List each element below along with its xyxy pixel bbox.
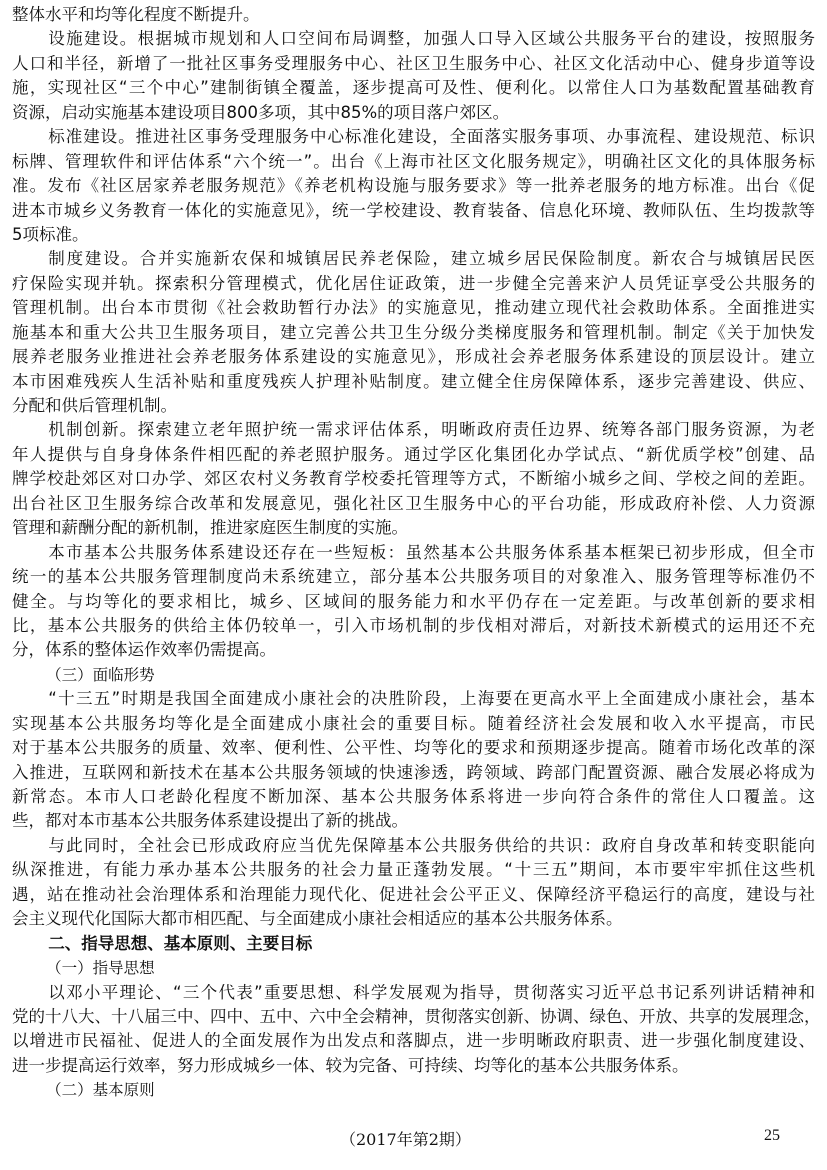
text-line: 5项标准。: [12, 224, 89, 244]
text-line: 标牌、管理软件和评估体系“六个统一”。出台《上海市社区文化服务规定》，明确社区文化的具体服务标: [12, 151, 815, 171]
document-body: [12, 3, 821, 1103]
text-line: 进本市城乡义务教育一体化的实施意见》，统一学校建设、教育装备、信息化环境、教师队伍、生均拨款等: [12, 200, 815, 220]
text-line: 以增进市民福祉、促进人的全面发展作为出发点和落脚点，进一步明晰政府职责、进一步强化制度建设、: [12, 1031, 815, 1051]
text-line: 管理机制。出台本市贯彻《社会救助暂行办法》的实施意见，推动建立现代社会救助体系。全面推进实: [12, 298, 815, 318]
text-line: 对于基本公共服务的质量、效率、便利性、公平性、均等化的要求和预期逐步提高。随着市场化改革的深: [12, 738, 815, 758]
paragraph-facilities: [12, 27, 815, 125]
text-line: 分，体系的整体运作效率仍需提高。: [12, 640, 276, 660]
paragraph-meanwhile: [12, 834, 815, 932]
text-line: 施，实现社区“三个中心”建制街镇全覆盖，逐步提高可及性、便利化。以常住人口为基数配置基础教育: [12, 78, 815, 98]
text-line: 遇，站在推动社会治理体系和治理能力现代化、促进社会公平正义、保障经济平稳运行的高度，建设与社: [12, 884, 815, 904]
text-line: 制度建设。合并实施新农保和城镇居民养老保险，建立城乡居民保险制度。新农合与城镇居民医: [48, 249, 815, 269]
text-line: 纵深推进，有能力承办基本公共服务的社会力量正蓬勃发展。“十三五”期间，本市要牢牢抓住这些机: [12, 860, 815, 880]
text-line: 牌学校赴郊区对口办学、郊区农村义务教育学校委托管理等方式，不断缩小城乡之间、学校之间的差距。: [12, 469, 815, 489]
text-line: 会主义现代化国际大都市相匹配、与全面建成小康社会相适应的基本公共服务体系。: [12, 909, 623, 929]
text-line: 人口和半径，新增了一批社区事务受理服务中心、社区卫生服务中心、社区文化活动中心、健身步道等设: [12, 53, 815, 73]
text-line: “十三五”时期是我国全面建成小康社会的决胜阶段，上海要在更高水平上全面建成小康社会，基本: [48, 689, 815, 709]
page-number: 25: [764, 1127, 780, 1144]
text-line: 施基本和重大公共卫生服务项目，建立完善公共卫生分级分类梯度服务和管理机制。制定《关于加快发: [12, 322, 815, 342]
text-line: 年人提供与自身身体条件相匹配的养老照护服务。通过学区化集团化办学试点、“新优质学校”创建、品: [12, 444, 815, 464]
text-line: 与此同时，全社会已形成政府应当优先保障基本公共服务供给的共识：政府自身改革和转变职能向: [48, 835, 815, 855]
text-line: 整体水平和均等化程度不断提升。: [12, 5, 260, 24]
text-line: 党的十八大、十八届三中、四中、五中、六中全会精神，贯彻落实创新、协调、绿色、开放、共享的发展理念，: [12, 1006, 821, 1026]
subsection-heading: （三）面临形势: [46, 665, 155, 684]
text-line: 本市困难残疾人生活补贴和重度残疾人护理补贴制度。建立健全住房保障体系，逐步完善建设、供应、: [12, 371, 815, 391]
subsection-heading: （一）指导思想: [46, 959, 155, 978]
text-line: 以邓小平理论、“三个代表”重要思想、科学发展观为指导，贯彻落实习近平总书记系列讲话精神和: [48, 982, 815, 1002]
text-line: 本市基本公共服务体系建设还存在一些短板：虽然基本公共服务体系基本框架已初步形成，但全市: [48, 542, 815, 562]
paragraph-mechanisms: [12, 418, 815, 540]
text-line: 出台社区卫生服务综合改革和发展意见，强化社区卫生服务中心的平台功能，形成政府补偿、人力资源: [12, 493, 815, 513]
text-line: 管理和薪酬分配的新机制，推进家庭医生制度的实施。: [12, 518, 408, 538]
text-line: 标准建设。推进社区事务受理服务中心标准化建设，全面落实服务事项、办事流程、建设规范、标识: [48, 127, 815, 147]
paragraph-standards: [12, 125, 815, 247]
paragraph: [12, 3, 815, 27]
text-line: 新常态。本市人口老龄化程度不断加深、基本公共服务体系将进一步向符合条件的常住人口覆盖。这: [12, 787, 815, 806]
text-line: 入推进，互联网和新技术在基本公共服务领域的快速渗透，跨领域、跨部门配置资源、融合发展必将成为: [12, 762, 815, 782]
text-line: 分配和供后管理机制。: [12, 396, 177, 415]
text-line: 资源，启动实施基本建设项目800多项，其中85%的项目落户郊区。: [12, 102, 510, 122]
text-line: 比，基本公共服务的供给主体仍较单一，引入市场机制的步伐相对滞后，对新技术新模式的运用还不充: [12, 615, 815, 635]
text-line: 统一的基本公共服务管理制度尚未系统建立，部分基本公共服务项目的对象准入、服务管理等标准仍不: [12, 567, 815, 587]
text-line: 进一步提高运行效率，努力形成城乡一体、较为完备、可持续、均等化的基本公共服务体系。: [12, 1055, 689, 1075]
text-line: 健全。与均等化的要求相比，城乡、区域间的服务能力和水平仍存在一定差距。与改革创新的要求相: [12, 591, 815, 611]
text-line: 疗保险实现并轨。探索积分管理模式，优化居住证政策，进一步健全完善来沪人员凭证享受公共服务的: [12, 273, 815, 293]
paragraph-institutions: [12, 247, 815, 418]
issue-label: （2017年第2期）: [340, 1130, 471, 1149]
section-heading: 二、指导思想、基本原则、主要目标: [48, 933, 313, 953]
text-line: 准。发布《社区居家养老服务规范》《养老机构设施与服务要求》等一批养老服务的地方标准。出台《促: [12, 176, 815, 196]
text-line: 些，都对本市基本公共服务体系建设提出了新的挑战。: [12, 811, 408, 831]
subsection-heading: （二）基本原则: [46, 1081, 155, 1100]
text-line: 设施建设。根据城市规划和人口空间布局调整，加强人口导入区域公共服务平台的建设，按照服务: [48, 29, 815, 49]
paragraph-shortcomings: [12, 541, 815, 663]
paragraph-situation: [12, 687, 815, 834]
text-line: 机制创新。探索建立老年照护统一需求评估体系，明晰政府责任边界、统筹各部门服务资源，为老: [48, 420, 815, 440]
paragraph-guiding-ideology: [12, 981, 821, 1079]
text-line: 展养老服务业推进社会养老服务体系建设的实施意见》，形成社会养老服务体系建设的顶层设计。建立: [12, 347, 815, 367]
text-line: 实现基本公共服务均等化是全面建成小康社会的重要目标。随着经济社会发展和收入水平提高，市民: [12, 713, 815, 733]
